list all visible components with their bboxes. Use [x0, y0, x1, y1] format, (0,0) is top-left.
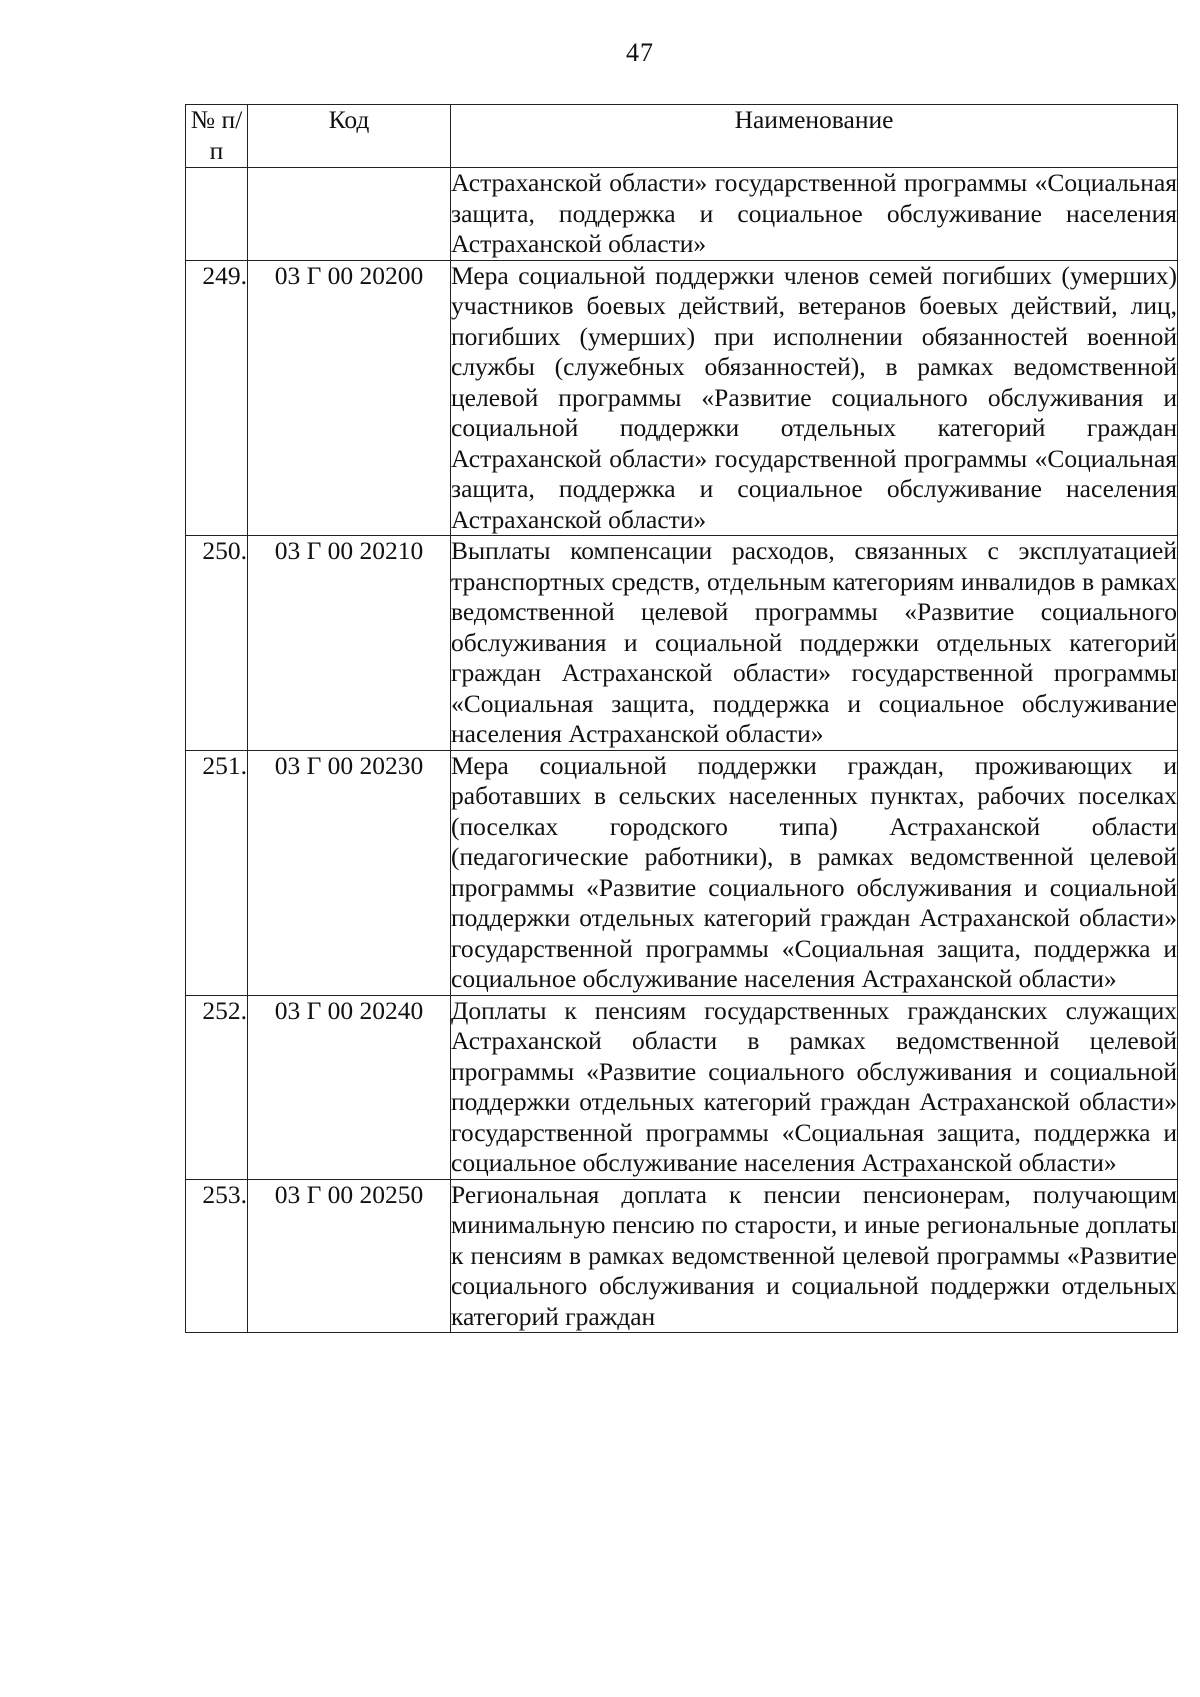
table-row — [186, 750, 1178, 995]
header-number: № п/п — [186, 105, 248, 168]
row-code: 03 Г 00 20240 — [248, 995, 451, 1179]
row-number: 249. — [186, 260, 248, 536]
row-name: Доплаты к пенсиям государственных гражданских служащих Астраханской области в рамках ведомственной целевой программы «Развитие социального обслуживания и социальной поддержки отдельных категорий граждан Астраханской области» государственной программы «Социальная защита, поддержка и социальное обслуживание населения Астраханской области» — [451, 995, 1177, 1177]
row-number: 250. — [186, 536, 248, 751]
row-name: Астраханской области» государственной программы «Социальная защита, поддержка и социальное обслуживание населения Астраханской области» — [451, 168, 1177, 258]
row-code: 03 Г 00 20200 — [248, 260, 451, 536]
table-row — [186, 536, 1178, 751]
table-header-row — [186, 105, 1178, 168]
table-row — [186, 995, 1178, 1179]
row-name: Мера социальной поддержки граждан, проживающих и работавших в сельских населенных пунктах, рабочих поселках (поселках городского типа) Астраханской области (педагогические работники), в рамках ведомственной целевой программы «Развитие социального обслуживания и социальной поддержки отдельных категорий граждан Астраханской области» государственной программы «Социальная защита, поддержка и социальное обслуживание населения Астраханской области» — [451, 750, 1177, 993]
table-row — [186, 1179, 1178, 1333]
table-row — [186, 260, 1178, 536]
row-code — [248, 168, 451, 261]
table-row — [186, 168, 1178, 261]
row-number — [186, 168, 248, 261]
header-code: Код — [248, 105, 451, 168]
row-number: 253. — [186, 1179, 248, 1333]
budget-code-table — [185, 104, 1178, 1333]
row-code: 03 Г 00 20210 — [248, 536, 451, 751]
header-name: Наименование — [451, 105, 1178, 168]
row-name: Выплаты компенсации расходов, связанных с эксплуатацией транспортных средств, отдельным категориям инвалидов в рамках ведомственной целевой программы «Развитие социального обслуживания и социальной поддержки отдельных категорий граждан Астраханской области» государственной программы «Социальная защита, поддержка и социальное обслуживание населения Астраханской области» — [451, 536, 1177, 748]
row-number: 252. — [186, 995, 248, 1179]
row-number: 251. — [186, 750, 248, 995]
row-name: Мера социальной поддержки членов семей погибших (умерших) участников боевых действий, ветеранов боевых действий, лиц, погибших (умерших) при исполнении обязанностей военной службы (служебных обязанностей), в рамках ведомственной целевой программы «Развитие социального обслуживания и социальной поддержки отдельных категорий граждан Астраханской области» государственной программы «Социальная защита, поддержка и социальное обслуживание населения Астраханской области» — [451, 260, 1177, 534]
page-number: 47 — [626, 38, 654, 67]
row-code: 03 Г 00 20230 — [248, 750, 451, 995]
row-name: Региональная доплата к пенсии пенсионерам, получающим минимальную пенсию по старости, и иные региональные доплаты к пенсиям в рамках ведомственной целевой программы «Развитие социального обслуживания и социальной поддержки отдельных категорий граждан — [451, 1179, 1177, 1331]
row-code: 03 Г 00 20250 — [248, 1179, 451, 1333]
